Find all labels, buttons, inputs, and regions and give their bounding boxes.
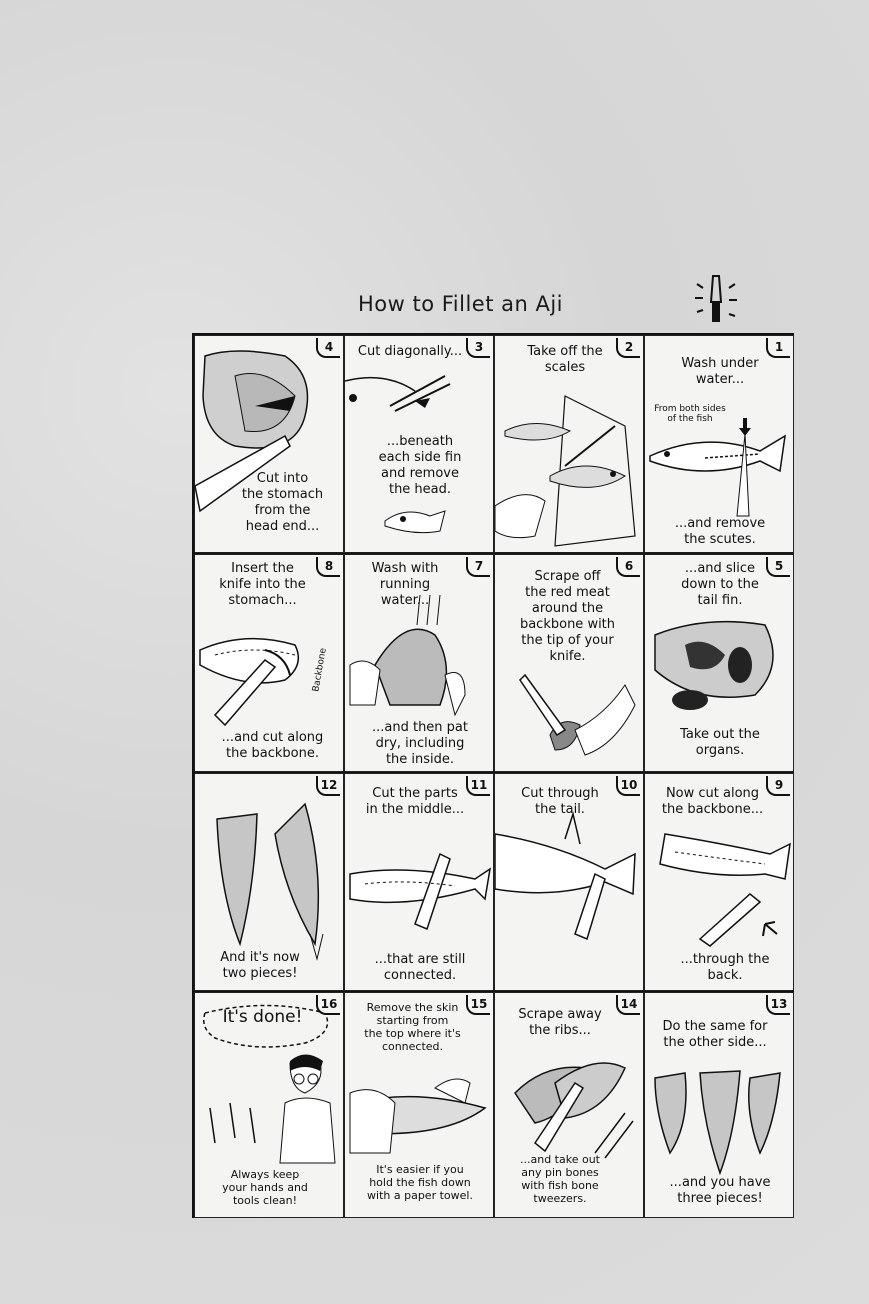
- panel-number: 8: [316, 557, 340, 577]
- panel-14: [494, 992, 644, 1218]
- panel-number: 7: [466, 557, 490, 577]
- panel-number: 15: [466, 995, 490, 1015]
- panel-number: 5: [766, 557, 790, 577]
- panel-12: [194, 773, 344, 991]
- panel-caption-top: It's done!: [222, 1007, 303, 1027]
- panel-number: 16: [316, 995, 340, 1015]
- panel-2: [494, 335, 644, 553]
- panel-caption-top: Cut through the tail.: [521, 786, 599, 817]
- panel-9: [644, 773, 794, 991]
- panel-number: 2: [616, 338, 640, 358]
- panel-6: [494, 554, 644, 772]
- panel-caption-bottom: Take out the organs.: [680, 727, 760, 758]
- panel-caption-bottom: ...through the back.: [680, 952, 770, 983]
- panel-caption-bottom: ...and cut along the backbone.: [221, 730, 324, 761]
- panel-caption-top: Now cut along the backbone...: [661, 786, 764, 817]
- panel-number: 14: [616, 995, 640, 1015]
- panel-caption-bottom: ...and then pat dry, including the inside.: [371, 720, 468, 767]
- panel-4: [194, 335, 344, 553]
- panel-caption-top: Wash under water...: [681, 356, 759, 387]
- panel-13: [644, 992, 794, 1218]
- panel-5: [644, 554, 794, 772]
- panel-number: 10: [616, 776, 640, 796]
- panel-number: 9: [766, 776, 790, 796]
- panel-caption-top: Wash with running water...: [371, 561, 439, 608]
- panel-caption-bottom: Cut into the stomach from the head end...: [241, 471, 324, 534]
- panel-number: 11: [466, 776, 490, 796]
- panel-15: [344, 992, 494, 1218]
- panel-7: [344, 554, 494, 772]
- panel-caption-bottom: Always keep your hands and tools clean!: [222, 1168, 308, 1207]
- panel-caption-bottom: ...that are still connected.: [374, 952, 466, 983]
- panel-number: 13: [766, 995, 790, 1015]
- page-title: How to Fillet an Aji: [358, 292, 564, 316]
- panel-16: [194, 992, 344, 1218]
- panel-11: [344, 773, 494, 991]
- panel-caption-bottom: It's easier if you hold the fish down with a paper towel.: [367, 1163, 473, 1202]
- panel-caption-top: Remove the skin starting from the top where it's connected.: [364, 1001, 461, 1053]
- panel-caption-top: ...and slice down to the tail fin.: [681, 561, 759, 608]
- panel-caption-top: Scrape away the ribs...: [518, 1007, 602, 1038]
- panel-number: 1: [766, 338, 790, 358]
- panel-number: 4: [316, 338, 340, 358]
- panel-caption-top: Cut the parts in the middle...: [365, 786, 465, 817]
- panel-number: 3: [466, 338, 490, 358]
- panel-caption-bottom: ...beneath each side fin and remove the head.: [378, 434, 462, 497]
- panel-caption-top: Scrape off the red meat around the backbone with the tip of your knife.: [519, 569, 616, 664]
- knife-icon: [687, 272, 743, 330]
- panel-caption-bottom: ...and take out any pin bones with fish bone tweezers.: [520, 1153, 600, 1205]
- panel-caption-top: Take off the scales: [527, 344, 603, 375]
- panel-caption-top: Insert the knife into the stomach...: [219, 561, 306, 608]
- panel-caption-top: Cut diagonally...: [357, 344, 463, 359]
- panel-label-small: From both sides of the fish: [654, 404, 726, 424]
- panel-3: [344, 335, 494, 553]
- panel-caption-bottom: ...and you have three pieces!: [669, 1175, 771, 1206]
- panel-caption-bottom: And it's now two pieces!: [220, 950, 300, 981]
- panel-caption-bottom: ...and remove the scutes.: [674, 516, 766, 547]
- panel-8: [194, 554, 344, 772]
- panel-number: 12: [316, 776, 340, 796]
- panel-number: 6: [616, 557, 640, 577]
- comic-grid: [192, 333, 794, 1218]
- panel-label-backbone: Backbone: [311, 647, 329, 693]
- panel-1: [644, 335, 794, 553]
- panel-caption-top: Do the same for the other side...: [662, 1019, 768, 1050]
- panel-10: [494, 773, 644, 991]
